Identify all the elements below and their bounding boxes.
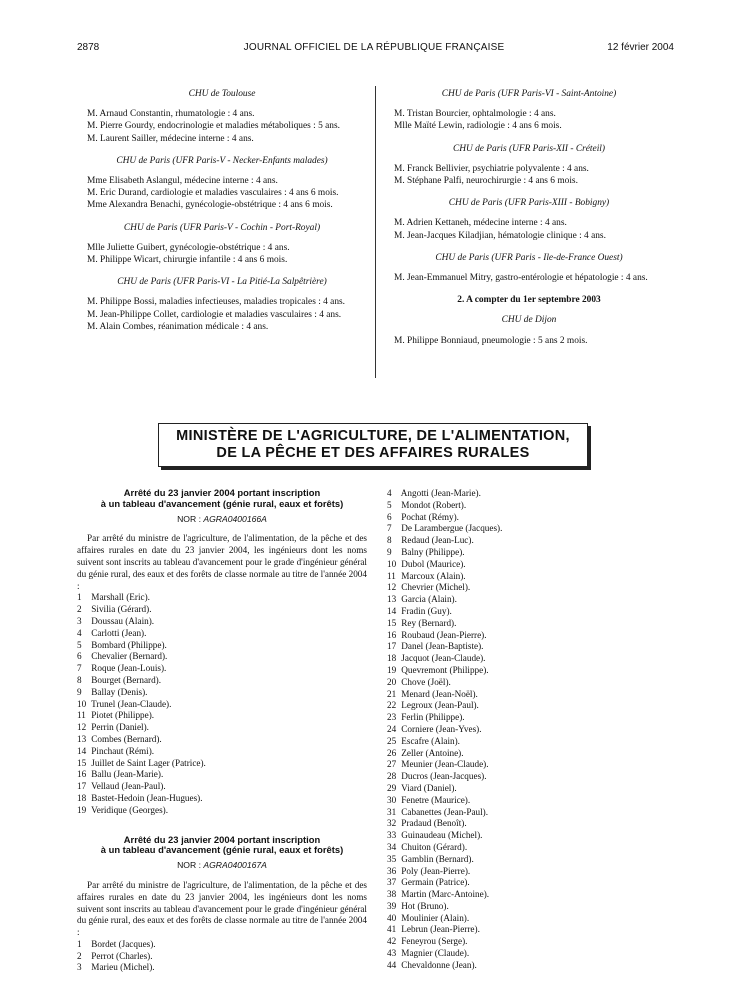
list-item bbox=[387, 724, 677, 736]
rank-number: 12 bbox=[387, 582, 397, 593]
rank-number: 37 bbox=[387, 877, 397, 888]
rank-number: 19 bbox=[387, 664, 397, 675]
list-item bbox=[77, 699, 367, 711]
appointment-entry: M. Jean-Philippe Collet, cardiologie et maladies vasculaires : 4 ans. bbox=[87, 309, 342, 320]
list-item bbox=[387, 960, 677, 972]
appointment-entry: M. Philippe Wicart, chirurgie infantile : 4 ans 6 mois. bbox=[87, 255, 288, 266]
rank-number: 27 bbox=[387, 759, 397, 770]
list-item bbox=[77, 604, 367, 616]
list-item bbox=[77, 951, 367, 963]
engineer-name: Angotti (Jean-Marie). bbox=[399, 488, 481, 498]
rank-number: 32 bbox=[387, 818, 397, 829]
nor-code: AGRA0400167A bbox=[203, 860, 267, 871]
decree-heading: 2. A compter du 1er septembre 2003 bbox=[457, 295, 601, 306]
rank-number: 7 bbox=[77, 663, 82, 674]
arrete-title-line1: Arrêté du 23 janvier 2004 portant inscription bbox=[123, 833, 321, 845]
rank-number: 12 bbox=[77, 722, 87, 733]
institution-heading: CHU de Toulouse bbox=[188, 89, 256, 99]
engineer-name: Mondot (Robert). bbox=[399, 499, 467, 510]
list-item bbox=[387, 677, 677, 689]
list-item bbox=[387, 854, 677, 866]
arrete-title bbox=[77, 488, 367, 510]
engineer-name: Chevalier (Bernard). bbox=[89, 651, 168, 662]
ministry-banner bbox=[158, 423, 588, 467]
engineer-name: Martin (Marc-Antoine). bbox=[399, 889, 490, 900]
engineer-name: Pinchaut (Rémi). bbox=[89, 745, 155, 756]
list-item bbox=[387, 795, 677, 807]
engineer-name: Germain (Patrice). bbox=[399, 877, 470, 888]
list-item bbox=[77, 687, 367, 699]
engineer-name: De Larambergue (Jacques). bbox=[399, 523, 503, 534]
engineer-name: Trunel (Jean-Claude). bbox=[89, 698, 172, 709]
engineer-name: Menard (Jean-Noël). bbox=[399, 688, 478, 699]
engineer-name: Doussau (Alain). bbox=[89, 615, 155, 626]
list-item bbox=[387, 759, 677, 771]
engineer-name: Sivilia (Gérard). bbox=[89, 604, 152, 615]
rank-number: 18 bbox=[387, 653, 397, 664]
list-item bbox=[387, 512, 677, 524]
list-item bbox=[387, 582, 677, 594]
list-item bbox=[387, 653, 677, 665]
rank-number: 2 bbox=[77, 950, 82, 961]
engineer-name: Ducros (Jean-Jacques). bbox=[399, 771, 487, 782]
engineer-name: Bourget (Bernard). bbox=[89, 674, 162, 685]
rank-number: 17 bbox=[77, 781, 87, 792]
rank-number: 17 bbox=[387, 641, 397, 652]
journal-title: JOURNAL OFFICIEL DE LA RÉPUBLIQUE FRANÇAISE bbox=[243, 42, 505, 53]
list-item bbox=[387, 936, 677, 948]
appointment-entry: Mme Elisabeth Aslangul, médecine interne : 4 ans. bbox=[87, 176, 278, 187]
rank-number: 16 bbox=[77, 769, 87, 780]
engineer-name: Guinaudeau (Michel). bbox=[399, 830, 483, 841]
rank-number: 10 bbox=[77, 698, 87, 709]
rank-number: 15 bbox=[77, 757, 87, 768]
rank-number: 13 bbox=[387, 594, 397, 605]
list-item bbox=[387, 618, 677, 630]
engineer-name: Fenetre (Maurice). bbox=[399, 794, 471, 805]
rank-number: 41 bbox=[387, 924, 397, 935]
nor-label: NOR : bbox=[177, 513, 201, 524]
list-item bbox=[387, 488, 677, 500]
engineer-name: Moulinier (Alain). bbox=[399, 912, 470, 923]
rank-number: 14 bbox=[77, 745, 87, 756]
engineer-name: Escafre (Alain). bbox=[399, 735, 460, 746]
engineer-name: Roque (Jean-Louis). bbox=[89, 663, 167, 674]
engineer-name: Carlotti (Jean). bbox=[89, 627, 147, 638]
top-right-column bbox=[384, 82, 674, 347]
engineer-name: Chevrier (Michel). bbox=[399, 582, 471, 593]
institution-heading: CHU de Paris (UFR Paris-XIII - Bobigny) bbox=[448, 198, 610, 209]
engineer-name: Bastet-Hedoin (Jean-Hugues). bbox=[89, 792, 203, 803]
list-item bbox=[387, 535, 677, 547]
list-item bbox=[77, 769, 367, 781]
appointment-entry: M. Pierre Gourdy, endocrinologie et maladies métaboliques : 5 ans. bbox=[87, 121, 340, 132]
list-item bbox=[387, 736, 677, 748]
list-item bbox=[387, 500, 677, 512]
list-item bbox=[387, 842, 677, 854]
rank-number: 25 bbox=[387, 735, 397, 746]
engineer-name: Corniere (Jean-Yves). bbox=[399, 723, 482, 734]
nor-code: AGRA0400166A bbox=[203, 513, 267, 524]
list-item bbox=[77, 734, 367, 746]
rank-number: 36 bbox=[387, 865, 397, 876]
list-item bbox=[387, 889, 677, 901]
engineer-name: Rey (Bernard). bbox=[399, 617, 457, 628]
arrete-title-line2: à un tableau d'avancement (génie rural, eaux et forêts) bbox=[100, 844, 344, 856]
list-item bbox=[77, 962, 367, 974]
rank-number: 19 bbox=[77, 804, 87, 815]
rank-number: 40 bbox=[387, 912, 397, 923]
rank-number: 39 bbox=[387, 900, 397, 911]
issue-date: 12 février 2004 bbox=[607, 42, 674, 53]
list-item bbox=[387, 783, 677, 795]
engineer-name: Perrot (Charles). bbox=[89, 950, 153, 961]
rank-number: 5 bbox=[77, 639, 82, 650]
list-item bbox=[387, 913, 677, 925]
list-item bbox=[387, 571, 677, 583]
engineer-name: Veridique (Georges). bbox=[89, 804, 169, 815]
list-item bbox=[387, 748, 677, 760]
list-item bbox=[77, 592, 367, 604]
engineer-name: Quevremont (Philippe). bbox=[399, 664, 489, 675]
engineer-name: Viard (Daniel). bbox=[399, 782, 457, 793]
engineer-name: Redaud (Jean-Luc). bbox=[399, 535, 474, 546]
rank-number: 3 bbox=[77, 615, 82, 626]
rank-number: 6 bbox=[77, 651, 82, 662]
page-header bbox=[0, 42, 748, 58]
list-item bbox=[387, 818, 677, 830]
list-item bbox=[77, 651, 367, 663]
institution-heading: CHU de Paris (UFR Paris-V - Cochin - Port-Royal) bbox=[123, 222, 321, 233]
engineer-name: Ballay (Denis). bbox=[89, 686, 148, 697]
rank-number: 42 bbox=[387, 936, 397, 947]
ministry-title-line1: MINISTÈRE DE L'AGRICULTURE, DE L'ALIMENTATION, bbox=[176, 428, 570, 444]
rank-number: 34 bbox=[387, 841, 397, 852]
engineer-name: Pradaud (Benoît). bbox=[399, 818, 467, 829]
list-item bbox=[387, 689, 677, 701]
ranked-list bbox=[77, 592, 367, 816]
arrete-title-line1: Arrêté du 23 janvier 2004 portant inscription bbox=[123, 487, 321, 498]
rank-number: 14 bbox=[387, 605, 397, 616]
top-left-column bbox=[77, 82, 367, 333]
engineer-name: Balny (Philippe). bbox=[399, 546, 465, 557]
rank-number: 16 bbox=[387, 629, 397, 640]
list-item bbox=[387, 866, 677, 878]
list-item bbox=[77, 939, 367, 951]
rank-number: 44 bbox=[387, 959, 397, 970]
nor-reference bbox=[77, 860, 367, 872]
list-item bbox=[387, 901, 677, 913]
rank-number: 23 bbox=[387, 712, 397, 723]
engineer-name: Fradin (Guy). bbox=[399, 605, 452, 616]
rank-number: 29 bbox=[387, 782, 397, 793]
list-item bbox=[387, 712, 677, 724]
rank-number: 43 bbox=[387, 948, 397, 959]
list-item bbox=[77, 805, 367, 817]
rank-number: 1 bbox=[77, 592, 82, 603]
list-item bbox=[77, 746, 367, 758]
list-item bbox=[387, 877, 677, 889]
engineer-name: Feneyrou (Serge). bbox=[399, 936, 468, 947]
rank-number: 2 bbox=[77, 604, 82, 615]
engineer-name: Magnier (Claude). bbox=[399, 948, 470, 959]
engineer-name: Marieu (Michel). bbox=[89, 962, 155, 973]
list-item bbox=[387, 665, 677, 677]
engineer-name: Marshall (Eric). bbox=[89, 592, 150, 603]
rank-number: 26 bbox=[387, 747, 397, 758]
engineer-name: Bombard (Philippe). bbox=[89, 639, 167, 650]
rank-number: 18 bbox=[77, 792, 87, 803]
rank-number: 8 bbox=[77, 674, 82, 685]
list-item bbox=[387, 700, 677, 712]
institution-heading: CHU de Paris (UFR Paris-VI - Saint-Antoine) bbox=[441, 89, 617, 99]
rank-number: 8 bbox=[387, 535, 392, 546]
appointment-entry: M. Laurent Sailler, médecine interne : 4 ans. bbox=[87, 133, 254, 144]
rank-number: 6 bbox=[387, 511, 392, 522]
column-divider bbox=[375, 86, 376, 378]
engineer-name: Chuiton (Gérard). bbox=[399, 841, 468, 852]
rank-number: 22 bbox=[387, 700, 397, 711]
engineer-name: Piotet (Philippe). bbox=[89, 710, 155, 721]
ranked-list bbox=[77, 939, 367, 974]
nor-label: NOR : bbox=[177, 860, 201, 871]
appointment-entry: Mme Alexandra Benachi, gynécologie-obstétrique : 4 ans 6 mois. bbox=[87, 200, 333, 211]
list-item bbox=[387, 641, 677, 653]
bottom-right-column bbox=[387, 488, 677, 972]
arrete-title bbox=[77, 835, 367, 857]
engineer-name: Chevaldonne (Jean). bbox=[399, 959, 477, 970]
engineer-name: Combes (Bernard). bbox=[89, 733, 162, 744]
engineer-name: Ferlin (Philippe). bbox=[399, 712, 465, 723]
rank-number: 24 bbox=[387, 723, 397, 734]
engineer-name: Bordet (Jacques). bbox=[89, 938, 156, 949]
engineer-name: Vellaud (Jean-Paul). bbox=[89, 781, 166, 792]
arrete-paragraph: Par arrêté du ministre de l'agriculture, de l'alimentation, de la pêche et des affaires rurales en date du 23 janvier 2004, les ingénieurs dont les noms suivent sont inscrits au tableau d'avancement pour le grade d'ingénieur général du génie rural, des eaux et des forêts de classe normale au titre de l'année 2004 : bbox=[77, 533, 367, 591]
rank-number: 4 bbox=[77, 627, 82, 638]
rank-number: 5 bbox=[387, 499, 392, 510]
rank-number: 28 bbox=[387, 771, 397, 782]
engineer-name: Juillet de Saint Lager (Patrice). bbox=[89, 757, 206, 768]
bottom-left-column bbox=[77, 488, 367, 974]
list-item bbox=[77, 616, 367, 628]
appointment-entry: M. Adrien Kettaneh, médecine interne : 4 ans. bbox=[394, 218, 567, 229]
list-item bbox=[77, 722, 367, 734]
list-item bbox=[387, 547, 677, 559]
ministry-title-line2: DE LA PÊCHE ET DES AFFAIRES RURALES bbox=[216, 445, 530, 461]
appointment-entry: M. Tristan Bourcier, ophtalmologie : 4 ans. bbox=[394, 109, 556, 120]
institution-heading: CHU de Paris (UFR Paris-V - Necker-Enfants malades) bbox=[116, 155, 328, 166]
rank-number: 9 bbox=[387, 546, 392, 557]
list-item bbox=[387, 559, 677, 571]
rank-number: 15 bbox=[387, 617, 397, 628]
engineer-name: Dubol (Maurice). bbox=[399, 558, 466, 569]
rank-number: 21 bbox=[387, 688, 397, 699]
list-item bbox=[77, 781, 367, 793]
engineer-name: Cabanettes (Jean-Paul). bbox=[399, 806, 489, 817]
engineer-name: Roubaud (Jean-Pierre). bbox=[399, 629, 487, 640]
institution-heading: CHU de Dijon bbox=[501, 315, 557, 326]
appointment-entry: M. Jean-Emmanuel Mitry, gastro-entérologie et hépatologie : 4 ans. bbox=[394, 273, 648, 284]
engineer-name: Legroux (Jean-Paul). bbox=[399, 700, 479, 711]
engineer-name: Poly (Jean-Pierre). bbox=[399, 865, 471, 876]
list-item bbox=[387, 948, 677, 960]
engineer-name: Meunier (Jean-Claude). bbox=[399, 759, 489, 770]
list-item bbox=[387, 771, 677, 783]
appointment-entry: M. Philippe Bossi, maladies infectieuses, maladies tropicales : 4 ans. bbox=[87, 297, 346, 308]
rank-number: 31 bbox=[387, 806, 397, 817]
engineer-name: Danel (Jean-Baptiste). bbox=[399, 641, 484, 652]
rank-number: 33 bbox=[387, 830, 397, 841]
rank-number: 11 bbox=[387, 570, 396, 581]
rank-number: 3 bbox=[77, 962, 82, 973]
rank-number: 4 bbox=[387, 488, 392, 498]
list-item bbox=[387, 924, 677, 936]
list-item bbox=[77, 675, 367, 687]
rank-number: 13 bbox=[77, 733, 87, 744]
rank-number: 9 bbox=[77, 686, 82, 697]
arrete-title-line2: à un tableau d'avancement (génie rural, eaux et forêts) bbox=[100, 497, 344, 509]
appointment-entry: M. Franck Bellivier, psychiatrie polyvalente : 4 ans. bbox=[394, 163, 589, 174]
engineer-name: Chove (Joël). bbox=[399, 676, 451, 687]
appointment-entry: M. Eric Durand, cardiologie et maladies vasculaires : 4 ans 6 mois. bbox=[87, 188, 339, 199]
list-item bbox=[77, 640, 367, 652]
engineer-name: Ballu (Jean-Marie). bbox=[89, 769, 164, 780]
list-item bbox=[387, 830, 677, 842]
list-item bbox=[387, 523, 677, 535]
list-item bbox=[77, 758, 367, 770]
appointment-entry: M. Alain Combes, réanimation médicale : 4 ans. bbox=[87, 321, 269, 332]
institution-heading: CHU de Paris (UFR Paris - Ile-de-France Ouest) bbox=[435, 252, 623, 263]
engineer-name: Jacquot (Jean-Claude). bbox=[399, 653, 486, 664]
list-item bbox=[387, 630, 677, 642]
arrete-paragraph: Par arrêté du ministre de l'agriculture, de l'alimentation, de la pêche et des affaires rurales en date du 23 janvier 2004, les ingénieurs dont les noms suivent sont inscrits au tableau d'avancement pour le grade d'ingénieur général du génie rural, des eaux et des forêts de classe normale au titre de l'année 2004 : bbox=[77, 879, 367, 938]
list-item bbox=[387, 807, 677, 819]
rank-number: 7 bbox=[387, 523, 392, 534]
engineer-name: Garcia (Alain). bbox=[399, 594, 457, 605]
appointment-entry: M. Philippe Bonniaud, pneumologie : 5 ans 2 mois. bbox=[394, 335, 588, 346]
rank-number: 30 bbox=[387, 794, 397, 805]
rank-number: 35 bbox=[387, 853, 397, 864]
rank-number: 10 bbox=[387, 558, 397, 569]
rank-number: 1 bbox=[77, 938, 82, 949]
engineer-name: Pochat (Rémy). bbox=[399, 511, 459, 522]
engineer-name: Perrin (Daniel). bbox=[89, 722, 149, 733]
page-number: 2878 bbox=[77, 42, 100, 53]
nor-reference bbox=[77, 514, 367, 526]
list-item bbox=[77, 663, 367, 675]
list-item bbox=[77, 628, 367, 640]
list-item bbox=[387, 606, 677, 618]
appointment-entry: M. Jean-Jacques Kiladjian, hématologie clinique : 4 ans. bbox=[394, 230, 606, 241]
appointment-entry: Mlle Maïté Lewin, radiologie : 4 ans 6 mois. bbox=[394, 121, 562, 132]
engineer-name: Lebrun (Jean-Pierre). bbox=[399, 924, 480, 935]
engineer-name: Gamblin (Bernard). bbox=[399, 853, 474, 864]
rank-number: 11 bbox=[77, 710, 86, 721]
list-item bbox=[77, 793, 367, 805]
list-item bbox=[387, 594, 677, 606]
list-item bbox=[77, 710, 367, 722]
appointment-entry: M. Arnaud Constantin, rhumatologie : 4 ans. bbox=[87, 109, 255, 120]
ranked-list bbox=[387, 488, 677, 972]
engineer-name: Hot (Bruno). bbox=[399, 900, 449, 911]
institution-heading: CHU de Paris (UFR Paris-XII - Créteil) bbox=[452, 143, 606, 154]
appointment-entry: M. Stéphane Palfi, neurochirurgie : 4 ans 6 mois. bbox=[394, 176, 578, 187]
appointment-entry: Mlle Juliette Guibert, gynécologie-obstétrique : 4 ans. bbox=[87, 242, 290, 253]
engineer-name: Marcoux (Alain). bbox=[399, 570, 466, 581]
rank-number: 20 bbox=[387, 676, 397, 687]
engineer-name: Zeller (Antoine). bbox=[399, 747, 464, 758]
rank-number: 38 bbox=[387, 889, 397, 900]
institution-heading: CHU de Paris (UFR Paris-VI - La Pitié-La Salpêtrière) bbox=[117, 277, 327, 288]
